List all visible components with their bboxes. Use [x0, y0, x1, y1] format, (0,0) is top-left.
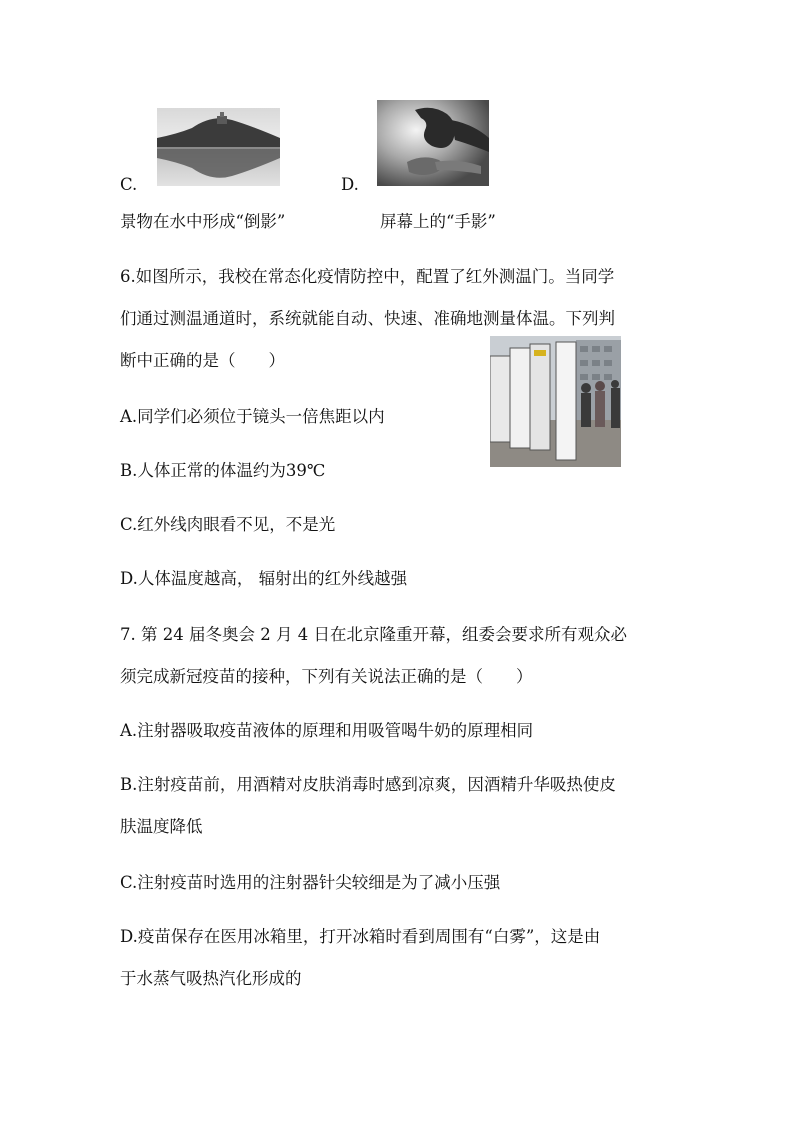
q6-option-a: A.同学们必须位于镜头一倍焦距以内 — [120, 407, 385, 426]
hand-shadow-photo — [377, 100, 489, 186]
option-d-caption: 屏幕上的“手影” — [380, 212, 496, 231]
option-d-letter: D. — [341, 175, 359, 194]
q7-option-c: C.注射疫苗时选用的注射器针尖较细是为了减小压强 — [120, 873, 501, 892]
q7-option-a: A.注射器吸取疫苗液体的原理和用吸管喝牛奶的原理相同 — [120, 721, 534, 740]
thermometer-gates-photo — [490, 336, 621, 467]
q6-stem-line2: 们通过测温通道时，系统就能自动、快速、准确地测量体温。下列判 — [120, 309, 615, 328]
q6-option-c: C.红外线肉眼看不见，不是光 — [120, 515, 336, 534]
option-c-caption: 景物在水中形成“倒影” — [120, 212, 286, 231]
lake-reflection-photo — [157, 108, 280, 186]
q6-stem-line3: 断中正确的是（ ） — [120, 351, 285, 370]
q6-option-b: B.人体正常的体温约为39℃ — [120, 461, 326, 480]
q7-option-d-line1: D.疫苗保存在医用冰箱里，打开冰箱时看到周围有“白雾”，这是由 — [120, 927, 601, 946]
q7-option-d-line2: 于水蒸气吸热汽化形成的 — [120, 969, 302, 988]
q6-stem-line1: 6.如图所示，我校在常态化疫情防控中，配置了红外测温门。当同学 — [120, 267, 615, 286]
q7-option-b-line2: 肤温度降低 — [120, 817, 203, 836]
option-c-letter: C. — [120, 175, 138, 194]
q7-stem-line2: 须完成新冠疫苗的接种，下列有关说法正确的是（ ） — [120, 667, 533, 686]
q7-stem-line1: 7. 第 24 届冬奥会 2 月 4 日在北京隆重开幕，组委会要求所有观众必 — [120, 625, 627, 644]
q7-option-b-line1: B.注射疫苗前，用酒精对皮肤消毒时感到凉爽，因酒精升华吸热使皮 — [120, 775, 616, 794]
q6-option-d: D.人体温度越高， 辐射出的红外线越强 — [120, 569, 408, 588]
